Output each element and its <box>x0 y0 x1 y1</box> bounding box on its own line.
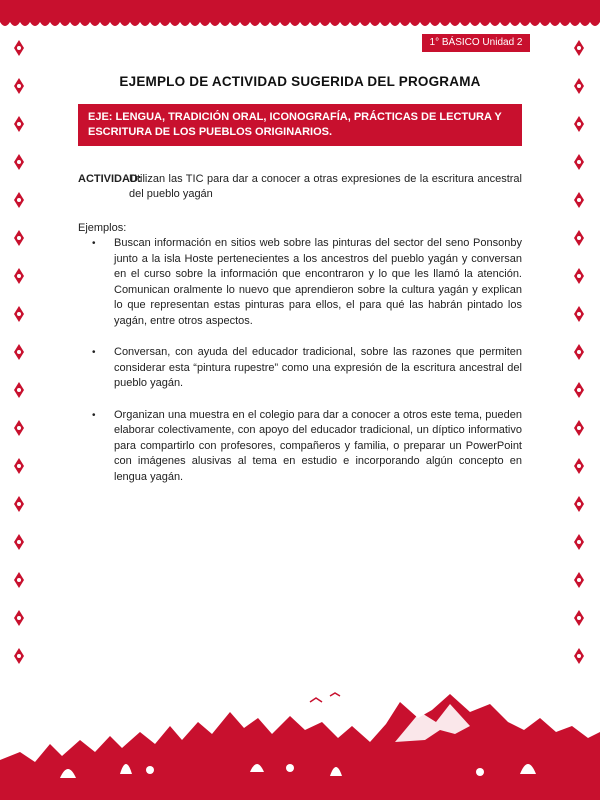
axis-banner: EJE: LENGUA, TRADICIÓN ORAL, ICONOGRAFÍA, PRÁCTICAS DE LECTURA Y ESCRITURA DE LOS PUEBLOS ORIGINARIOS. <box>78 104 522 146</box>
activity-block <box>78 172 522 202</box>
example-text: Conversan, con ayuda del educador tradicional, sobre las razones que permiten considerar esta “pintura rupestre” como una expresión de la escritura ancestral del pueblo yagán. <box>114 346 522 389</box>
bullet-icon: • <box>92 409 96 421</box>
bullet-icon: • <box>92 347 96 358</box>
diamond-ornament-icon <box>574 458 584 474</box>
diamond-ornament-icon <box>14 420 24 436</box>
footer-landscape-illustration <box>0 682 600 800</box>
diamond-ornament-icon <box>14 230 24 246</box>
diamond-ornament-icon <box>14 268 24 284</box>
diamond-ornament-icon <box>574 268 584 284</box>
grade-unit-badge: 1° BÁSICO Unidad 2 <box>422 34 530 52</box>
top-scallop-border <box>0 18 600 32</box>
list-item <box>90 236 522 329</box>
example-text: Organizan una muestra en el colegio para dar a conocer a otros este tema, pueden elaborar colectivamente, con apoyo del educador tradicional, un díptico informativo para compartirlo con profesores, compañeros y familia, o preparar un PowerPoint con imágenes alusivas al tema en estudio e incorporando algún concepto en lengua yagán. <box>114 408 522 483</box>
diamond-ornament-icon <box>574 344 584 360</box>
bullet-icon: • <box>92 238 96 249</box>
examples-heading: Ejemplos: <box>78 222 127 234</box>
diamond-ornament-icon <box>14 306 24 322</box>
activity-text: Utilizan las TIC para dar a conocer a otras expresiones de la escritura ancestral del pueblo yagán <box>129 173 522 200</box>
diamond-ornament-icon <box>14 648 24 664</box>
diamond-ornament-icon <box>14 154 24 170</box>
diamond-ornament-icon <box>574 420 584 436</box>
diamond-ornament-icon <box>14 572 24 588</box>
list-item <box>90 408 522 486</box>
right-ornament-column <box>574 40 586 686</box>
examples-list <box>90 236 522 501</box>
activity-label: ACTIVIDAD: <box>78 173 142 185</box>
diamond-ornament-icon <box>14 458 24 474</box>
diamond-ornament-icon <box>574 534 584 550</box>
diamond-ornament-icon <box>14 534 24 550</box>
left-ornament-column <box>14 40 26 686</box>
list-item <box>90 345 522 392</box>
diamond-ornament-icon <box>14 382 24 398</box>
diamond-ornament-icon <box>574 610 584 626</box>
diamond-ornament-icon <box>574 116 584 132</box>
diamond-ornament-icon <box>14 116 24 132</box>
diamond-ornament-icon <box>574 230 584 246</box>
diamond-ornament-icon <box>574 40 584 56</box>
diamond-ornament-icon <box>14 344 24 360</box>
diamond-ornament-icon <box>14 610 24 626</box>
diamond-ornament-icon <box>574 382 584 398</box>
diamond-ornament-icon <box>14 496 24 512</box>
page-title: EJEMPLO DE ACTIVIDAD SUGERIDA DEL PROGRAMA <box>119 74 481 89</box>
diamond-ornament-icon <box>574 572 584 588</box>
example-text: Buscan información en sitios web sobre las pinturas del sector del seno Ponsonby junto a la isla Hoste pertenecientes a los ancestros del pueblo yagán y conversan en el curso sobre la información que encontraron y lo que les llamó la atención. Comunican oralmente lo nuevo que aprendieron sobre la cultura yagán y explican lo que representan estas pinturas para ellos, el para qué las habrán pintado los yagán, entre otros aspectos. <box>114 237 522 327</box>
diamond-ornament-icon <box>574 306 584 322</box>
diamond-ornament-icon <box>574 648 584 664</box>
diamond-ornament-icon <box>14 40 24 56</box>
diamond-ornament-icon <box>574 496 584 512</box>
diamond-ornament-icon <box>574 154 584 170</box>
diamond-ornament-icon <box>14 192 24 208</box>
diamond-ornament-icon <box>574 192 584 208</box>
